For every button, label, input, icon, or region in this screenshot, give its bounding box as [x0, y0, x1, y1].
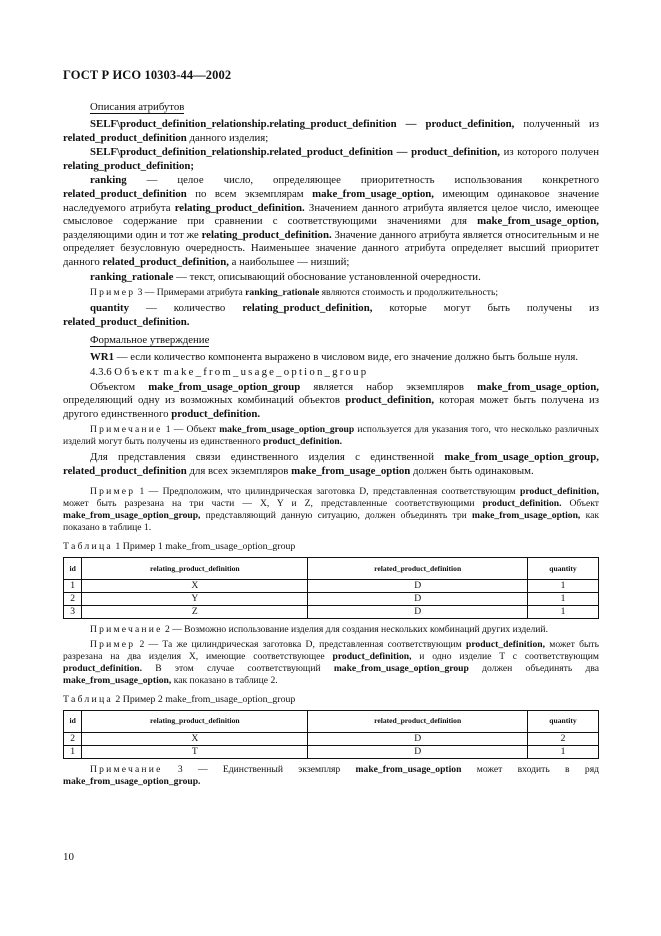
note-2: Примечание 2 — Возможно использование изделия для создания нескольких комбинаций других изделий.	[90, 624, 548, 636]
table-1-caption: Таблица 1 Пример 1 make_from_usage_option_group	[63, 541, 296, 553]
document-header: ГОСТ Р ИСО 10303-44—2002	[63, 68, 232, 82]
representation-paragraph: Для представления связи единственного изделия с единственной make_from_usage_option_group, related_product_definition для всех экземпляров make_from_usage_option должен быть одинаковым.	[63, 451, 599, 477]
attr-related-paragraph: SELF\product_definition_relationship.related_product_definition — product_definition, из которого получен relating_product_definition;	[63, 146, 599, 172]
table-2	[63, 710, 599, 759]
table-header-cell: related_product_definition	[308, 710, 528, 732]
table-cell: Y	[82, 593, 308, 606]
subsection-heading-4-3-6: 4.3.6 Объект make_from_usage_option_group	[90, 365, 369, 378]
table-cell: T	[82, 745, 308, 758]
table-header-cell: id	[64, 710, 82, 732]
table-cell: 2	[64, 732, 82, 745]
table-cell: D	[308, 732, 528, 745]
table-header-cell: id	[64, 558, 82, 580]
attr-quantity-paragraph: quantity — количество relating_product_definition, которые могут быть получены из related_product_definition.	[63, 302, 599, 328]
table-2-caption: Таблица 2 Пример 2 make_from_usage_option_group	[63, 694, 296, 706]
page-content	[63, 97, 599, 791]
table-cell: 1	[528, 593, 599, 606]
table-cell: D	[308, 593, 528, 606]
table-row	[64, 606, 599, 619]
table-header-cell: relating_product_definition	[82, 558, 308, 580]
table-row	[64, 593, 599, 606]
table-cell: 1	[528, 606, 599, 619]
note-1: Примечание 1 — Объект make_from_usage_option_group используется для указания того, что несколько различных изделий могут быть получены из единственного product_definition.	[63, 424, 599, 448]
attr-ranking-paragraph: ranking — целое число, определяющее приоритетность использования конкретного related_product_definition по всем экземплярам make_from_usage_option, имеющим одинаковое значение наследуемого атрибута relating_product_definition. Значением данного атрибута является целое число, имеющее смысловое содержание при сравнении с соответствующими значениями для make_from_usage_option, разделяющими один и тот же relating_product_definition. Значение данного атрибута является относительным и не определяет безусловную очередность. Наименьшее значение данного атрибута определяет высший приоритет данного related_product_definition, а наибольшее — низший;	[63, 174, 599, 268]
table-header-cell: quantity	[528, 558, 599, 580]
table-cell: X	[82, 732, 308, 745]
table-row	[64, 732, 599, 745]
table-header-row	[64, 710, 599, 732]
table-header-cell: quantity	[528, 710, 599, 732]
section-heading-attributes: Описания атрибутов	[90, 101, 185, 113]
where-rule-paragraph: WR1 — если количество компонента выражено в числовом виде, его значение должно быть больше нуля.	[90, 351, 579, 364]
table-header-row	[64, 558, 599, 580]
page-number: 10	[63, 851, 74, 863]
table-cell: 2	[528, 732, 599, 745]
table-cell: 3	[64, 606, 82, 619]
table-header-cell: relating_product_definition	[82, 710, 308, 732]
table-row	[64, 580, 599, 593]
table-cell: D	[308, 606, 528, 619]
table-cell: D	[308, 745, 528, 758]
table-cell: 1	[64, 745, 82, 758]
table-cell: 2	[64, 593, 82, 606]
table-cell: D	[308, 580, 528, 593]
example-1: Пример 1 — Предположим, что цилиндрическая заготовка D, представленная соответствующим product_definition, может быть разрезана на три части — X, Y и Z, представленные соответствующими product_definition. Объект make_from_usage_option_group, представляющий данную ситуацию, должен объединять три make_from_usage_option, как показано в таблице 1.	[63, 486, 600, 534]
table-cell: 1	[528, 745, 599, 758]
table-row	[64, 745, 599, 758]
attr-ranking-rationale-paragraph: ranking_rationale — текст, описывающий обоснование установленной очередности.	[90, 270, 481, 283]
table-header-cell: related_product_definition	[308, 558, 528, 580]
table-cell: 1	[528, 580, 599, 593]
table-1	[63, 557, 599, 619]
example-2: Пример 2 — Та же цилиндрическая заготовка D, представленная соответствующим product_definition, может быть разрезана на два изделия X, имеющие соответствующее product_definition, и одно изделие T с соответствующим product_definition. В этом случае соответствующий make_from_usage_option_group должен объединять два make_from_usage_option, как показано в таблице 2.	[63, 639, 599, 687]
example-3-attr: Пример 3 — Примерами атрибута ranking_rationale являются стоимость и продолжительность;	[90, 287, 499, 299]
table-cell: X	[82, 580, 308, 593]
note-3: Примечание 3 — Единственный экземпляр make_from_usage_option может входить в ряд make_from_usage_option_group.	[63, 763, 599, 787]
table-cell: 1	[64, 580, 82, 593]
attr-relating-paragraph: SELF\product_definition_relationship.relating_product_definition — product_definition, полученный из related_product_definition данного изделия;	[63, 118, 600, 144]
table-cell: Z	[82, 606, 308, 619]
section-heading-formal: Формальное утверждение	[90, 334, 210, 347]
object-definition-paragraph: Объектом make_from_usage_option_group является набор экземпляров make_from_usage_option, определяющий одну из возможных комбинаций объектов product_definition, которая может быть получена из другого единственного product_definition.	[63, 380, 599, 420]
